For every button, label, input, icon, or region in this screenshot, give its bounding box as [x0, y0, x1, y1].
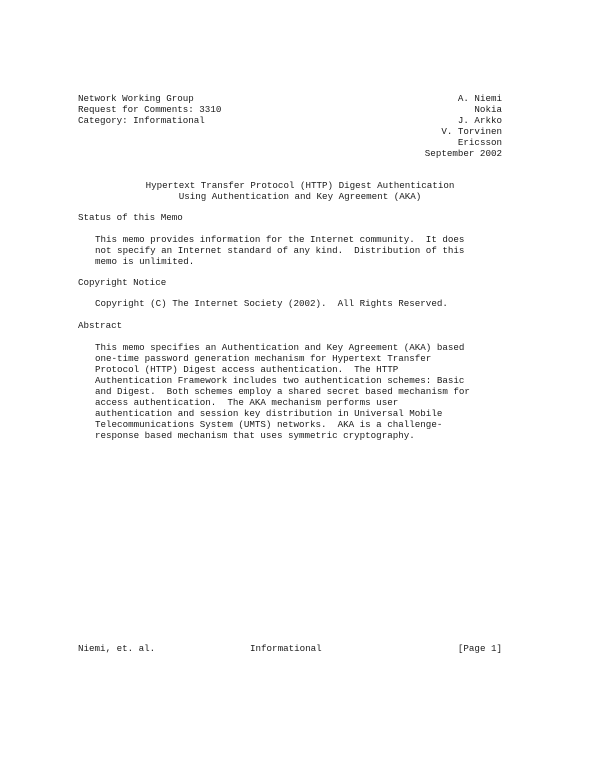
footer-category: Informational — [250, 643, 322, 654]
title-line-1: Hypertext Transfer Protocol (HTTP) Digest Authentication — [145, 180, 455, 191]
abstract-line: authentication and session key distribution in Universal Mobile — [95, 408, 443, 419]
abstract-line: Telecommunications System (UMTS) networks. AKA is a challenge- — [95, 419, 443, 430]
footer-page-number: [Page 1] — [457, 643, 502, 654]
copyright-line: Copyright (C) The Internet Society (2002). All Rights Reserved. — [95, 298, 448, 309]
abstract-line: one-time password generation mechanism for Hypertext Transfer — [95, 353, 432, 364]
abstract-heading: Abstract — [78, 320, 123, 331]
abstract-line: This memo specifies an Authentication and Key Agreement (AKA) based — [95, 342, 465, 353]
copyright-heading: Copyright Notice — [78, 277, 167, 288]
title-line-2: Using Authentication and Key Agreement (AKA) — [178, 191, 422, 202]
abstract-line: response based mechanism that uses symmetric cryptography. — [95, 430, 415, 441]
status-line: not specify an Internet standard of any kind. Distribution of this — [95, 245, 465, 256]
header-org-ericsson: Ericsson — [457, 137, 502, 148]
abstract-line: Authentication Framework includes two authentication schemes: Basic — [95, 375, 465, 386]
footer-authors: Niemi, et. al. — [78, 643, 156, 654]
status-line: memo is unlimited. — [95, 256, 195, 267]
abstract-line: Protocol (HTTP) Digest access authentication. The HTTP — [95, 364, 399, 375]
header-working-group: Network Working Group — [78, 93, 194, 104]
status-heading: Status of this Memo — [78, 212, 183, 223]
header-author-arkko: J. Arkko — [457, 115, 502, 126]
abstract-line: access authentication. The AKA mechanism performs user — [95, 397, 399, 408]
header-category: Category: Informational — [78, 115, 205, 126]
header-date: September 2002 — [424, 148, 502, 159]
status-line: This memo provides information for the Internet community. It does — [95, 234, 465, 245]
header-rfc-number: Request for Comments: 3310 — [78, 104, 222, 115]
header-org-nokia: Nokia — [474, 104, 502, 115]
header-author-niemi: A. Niemi — [457, 93, 502, 104]
abstract-line: and Digest. Both schemes employ a shared secret based mechanism for — [95, 386, 470, 397]
header-author-torvinen: V. Torvinen — [441, 126, 502, 137]
